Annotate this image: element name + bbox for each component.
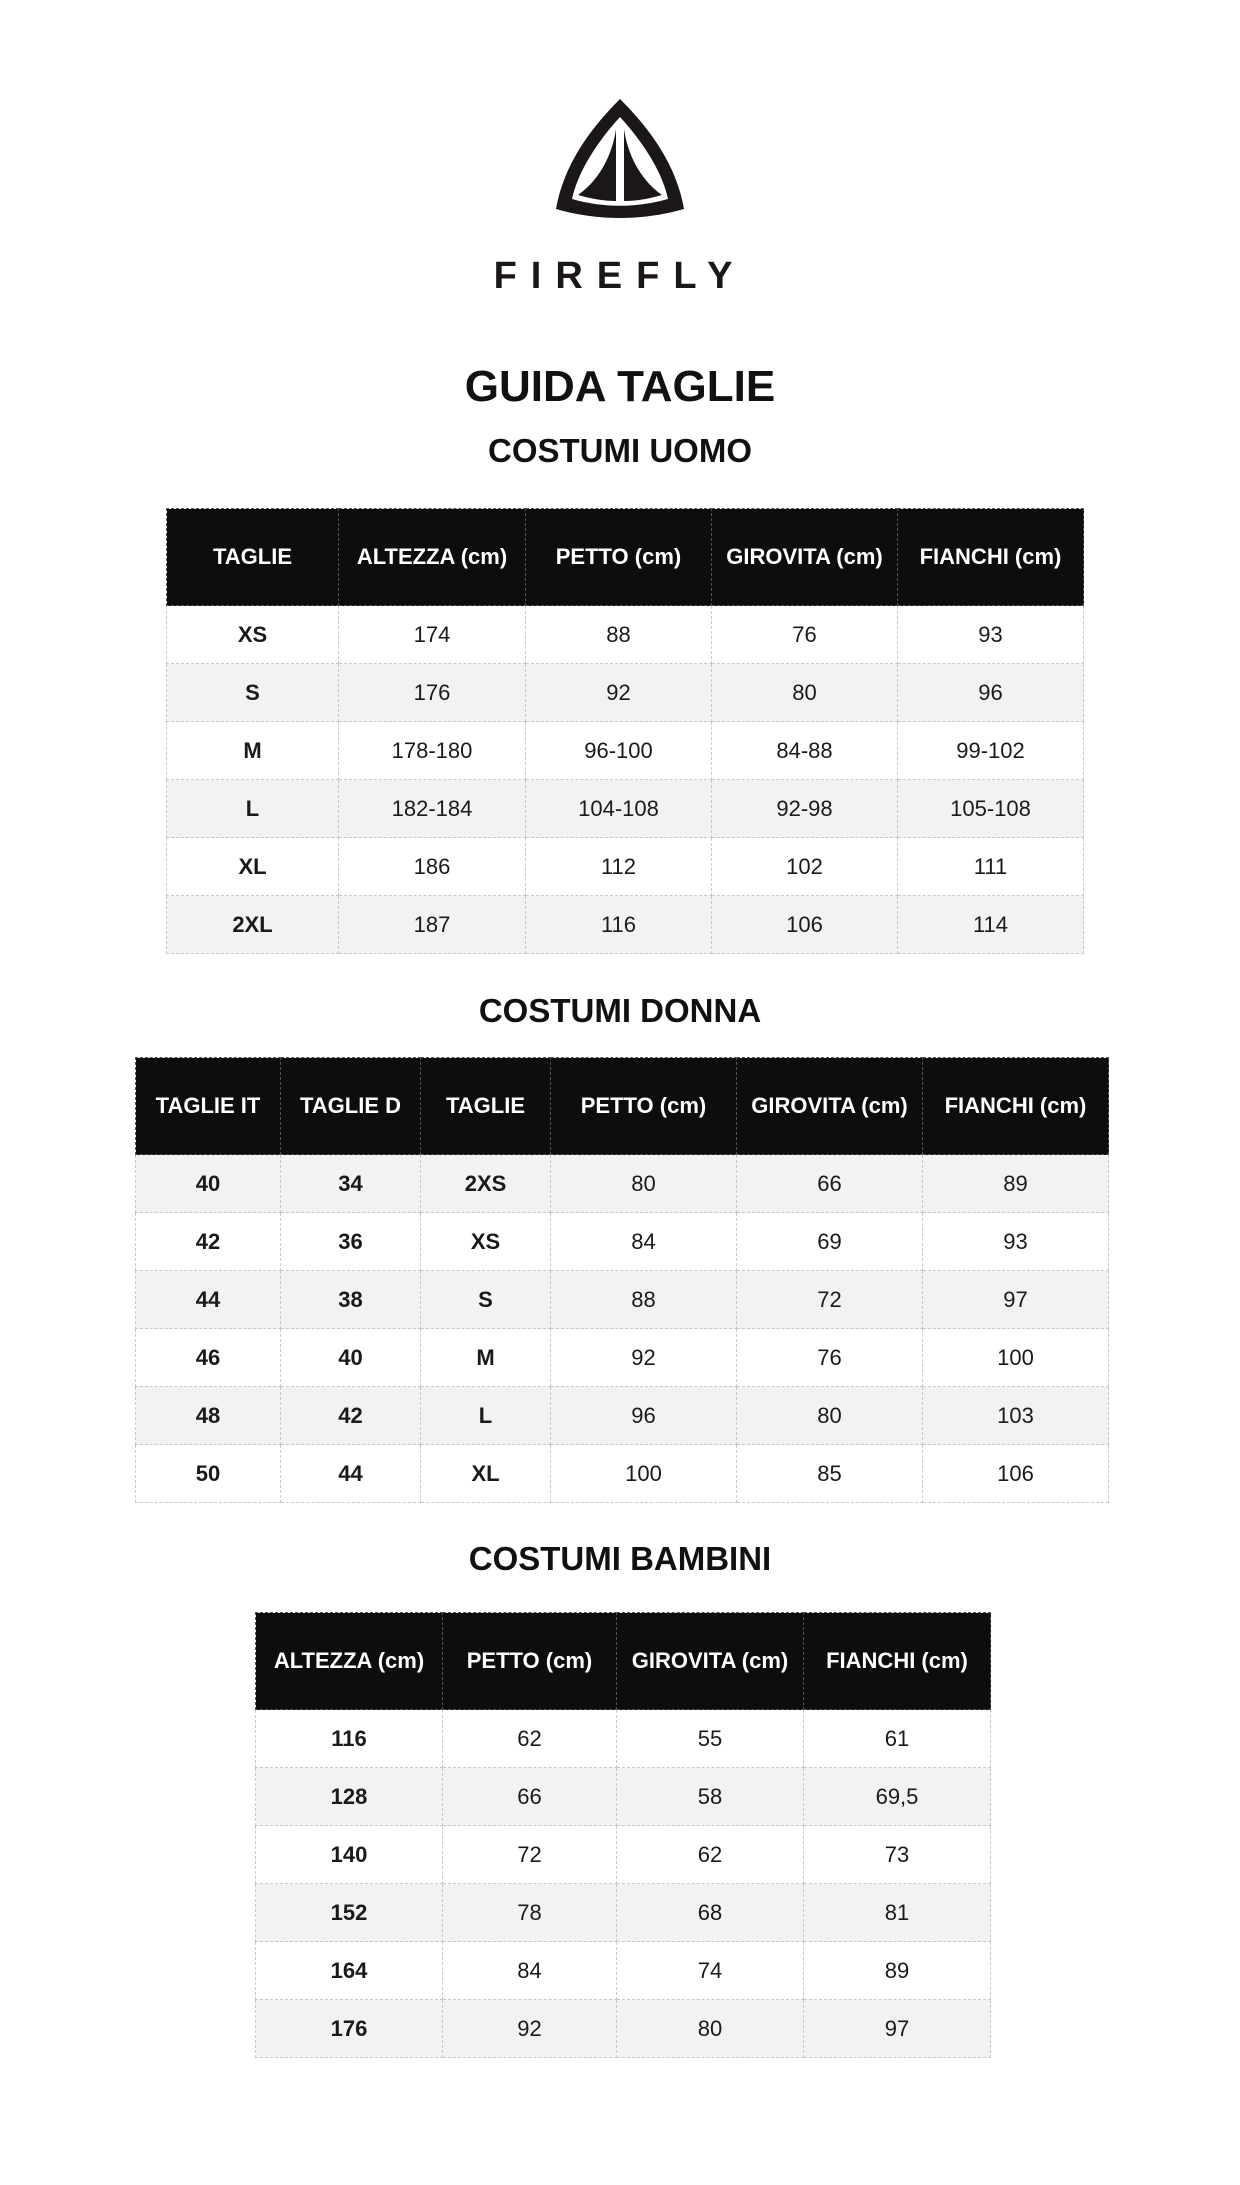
women-section-title: COSTUMI DONNA [478, 992, 762, 1029]
table-cell: M [421, 1329, 551, 1387]
column-header: PETTO (cm) [443, 1613, 617, 1710]
table-cell: 36 [281, 1213, 421, 1271]
brand-logo [0, 95, 1240, 220]
table-row [256, 1884, 991, 1942]
table-cell: 50 [136, 1445, 281, 1503]
table-cell: 92 [526, 664, 712, 722]
table-row [256, 1942, 991, 2000]
table-cell: 111 [898, 838, 1084, 896]
table-cell: 116 [256, 1710, 443, 1768]
table-row [136, 1445, 1109, 1503]
table-row [167, 838, 1084, 896]
table-cell: 88 [551, 1271, 737, 1329]
table-header-row [136, 1058, 1109, 1155]
table-cell: 80 [551, 1155, 737, 1213]
table-cell: 72 [737, 1271, 923, 1329]
table-cell: 112 [526, 838, 712, 896]
table-row [167, 664, 1084, 722]
brand-name: FIREFLY [493, 255, 747, 297]
table-cell: 84-88 [712, 722, 898, 780]
table-cell: 97 [804, 2000, 991, 2058]
table-cell: S [421, 1271, 551, 1329]
table-cell: 73 [804, 1826, 991, 1884]
table-cell: 40 [136, 1155, 281, 1213]
table-row [136, 1387, 1109, 1445]
table-cell: 92-98 [712, 780, 898, 838]
table-cell: 84 [443, 1942, 617, 2000]
table-cell: 96 [551, 1387, 737, 1445]
kids-section-title: COSTUMI BAMBINI [468, 1540, 772, 1577]
table-cell: 92 [443, 2000, 617, 2058]
table-cell: 78 [443, 1884, 617, 1942]
table-cell: 2XS [421, 1155, 551, 1213]
table-cell: 128 [256, 1768, 443, 1826]
table-cell: 93 [923, 1213, 1109, 1271]
table-cell: 55 [617, 1710, 804, 1768]
table-cell: 102 [712, 838, 898, 896]
table-row [167, 896, 1084, 954]
table-cell: 97 [923, 1271, 1109, 1329]
table-cell: 66 [443, 1768, 617, 1826]
column-header: PETTO (cm) [526, 509, 712, 606]
table-cell: 42 [136, 1213, 281, 1271]
table-cell: 100 [551, 1445, 737, 1503]
table-cell: XL [421, 1445, 551, 1503]
table-cell: 89 [923, 1155, 1109, 1213]
table-row [256, 2000, 991, 2058]
table-cell: 74 [617, 1942, 804, 2000]
table-cell: XL [167, 838, 339, 896]
table-row [167, 606, 1084, 664]
table-cell: L [421, 1387, 551, 1445]
column-header: FIANCHI (cm) [804, 1613, 991, 1710]
column-header: TAGLIE [167, 509, 339, 606]
table-cell: 116 [526, 896, 712, 954]
column-header: PETTO (cm) [551, 1058, 737, 1155]
table-cell: 96-100 [526, 722, 712, 780]
table-cell: M [167, 722, 339, 780]
column-header: TAGLIE D [281, 1058, 421, 1155]
table-cell: 103 [923, 1387, 1109, 1445]
column-header: GIROVITA (cm) [737, 1058, 923, 1155]
table-cell: 46 [136, 1329, 281, 1387]
table-row [136, 1155, 1109, 1213]
table-cell: 152 [256, 1884, 443, 1942]
table-row [167, 722, 1084, 780]
table-cell: 48 [136, 1387, 281, 1445]
kids-size-table [255, 1612, 991, 2058]
table-cell: 76 [737, 1329, 923, 1387]
men-size-table [166, 508, 1084, 954]
table-row [256, 1710, 991, 1768]
table-cell: 85 [737, 1445, 923, 1503]
table-cell: 61 [804, 1710, 991, 1768]
column-header: TAGLIE [421, 1058, 551, 1155]
column-header: FIANCHI (cm) [898, 509, 1084, 606]
table-cell: 186 [339, 838, 526, 896]
table-row [256, 1768, 991, 1826]
table-cell: 104-108 [526, 780, 712, 838]
table-header-row [167, 509, 1084, 606]
table-row [256, 1826, 991, 1884]
table-cell: 106 [712, 896, 898, 954]
table-cell: 88 [526, 606, 712, 664]
column-header: FIANCHI (cm) [923, 1058, 1109, 1155]
column-header: ALTEZZA (cm) [256, 1613, 443, 1710]
table-cell: 80 [617, 2000, 804, 2058]
table-cell: 62 [617, 1826, 804, 1884]
table-cell: 81 [804, 1884, 991, 1942]
table-row [136, 1213, 1109, 1271]
table-cell: 99-102 [898, 722, 1084, 780]
table-cell: 38 [281, 1271, 421, 1329]
table-cell: 176 [339, 664, 526, 722]
table-cell: 174 [339, 606, 526, 664]
men-section-title: COSTUMI UOMO [488, 432, 752, 469]
column-header: GIROVITA (cm) [712, 509, 898, 606]
column-header: TAGLIE IT [136, 1058, 281, 1155]
table-cell: S [167, 664, 339, 722]
table-cell: 44 [136, 1271, 281, 1329]
table-cell: 100 [923, 1329, 1109, 1387]
table-cell: 69,5 [804, 1768, 991, 1826]
table-cell: 114 [898, 896, 1084, 954]
page-title: GUIDA TAGLIE [464, 362, 776, 411]
table-cell: 58 [617, 1768, 804, 1826]
table-cell: 182-184 [339, 780, 526, 838]
firefly-logo-icon [550, 95, 690, 220]
table-cell: 72 [443, 1826, 617, 1884]
table-cell: XS [421, 1213, 551, 1271]
table-cell: 92 [551, 1329, 737, 1387]
table-header-row [256, 1613, 991, 1710]
table-cell: XS [167, 606, 339, 664]
table-cell: 66 [737, 1155, 923, 1213]
table-cell: 76 [712, 606, 898, 664]
table-cell: 62 [443, 1710, 617, 1768]
table-cell: 80 [737, 1387, 923, 1445]
table-cell: 93 [898, 606, 1084, 664]
table-cell: 80 [712, 664, 898, 722]
table-cell: 140 [256, 1826, 443, 1884]
table-cell: 2XL [167, 896, 339, 954]
table-cell: 96 [898, 664, 1084, 722]
table-cell: 164 [256, 1942, 443, 2000]
table-cell: 106 [923, 1445, 1109, 1503]
table-cell: 42 [281, 1387, 421, 1445]
table-cell: 176 [256, 2000, 443, 2058]
table-cell: 89 [804, 1942, 991, 2000]
table-cell: 187 [339, 896, 526, 954]
table-cell: 178-180 [339, 722, 526, 780]
table-row [136, 1271, 1109, 1329]
table-cell: 105-108 [898, 780, 1084, 838]
table-cell: 34 [281, 1155, 421, 1213]
table-row [136, 1329, 1109, 1387]
women-size-table [135, 1057, 1109, 1503]
column-header: ALTEZZA (cm) [339, 509, 526, 606]
table-cell: 68 [617, 1884, 804, 1942]
table-cell: L [167, 780, 339, 838]
table-cell: 44 [281, 1445, 421, 1503]
table-cell: 40 [281, 1329, 421, 1387]
table-cell: 69 [737, 1213, 923, 1271]
column-header: GIROVITA (cm) [617, 1613, 804, 1710]
table-row [167, 780, 1084, 838]
table-cell: 84 [551, 1213, 737, 1271]
